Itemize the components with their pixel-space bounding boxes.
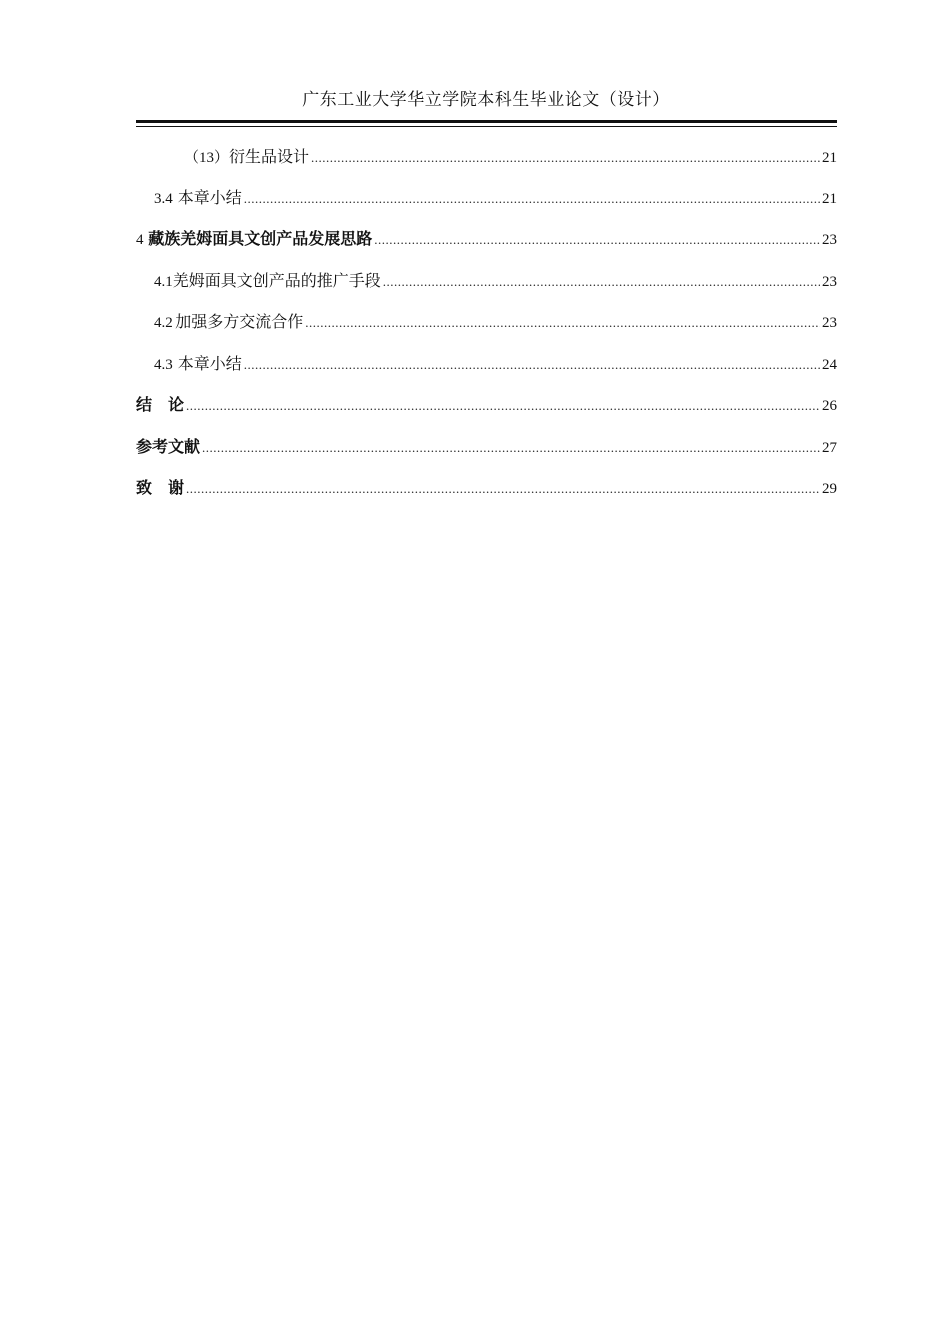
- toc-dot-leader: [186, 476, 820, 502]
- toc-entry[interactable]: [136, 351, 837, 377]
- toc-dot-leader: [305, 310, 820, 336]
- toc-entry-title: 结 论: [136, 395, 185, 414]
- toc-dot-leader: [383, 269, 820, 295]
- toc-entry-title: 衍生品设计: [229, 147, 310, 166]
- toc-entry-page: 29: [822, 481, 837, 497]
- toc-entry-page: 27: [822, 440, 837, 456]
- toc-entry[interactable]: [136, 268, 837, 294]
- toc-dot-leader: [244, 186, 820, 212]
- toc-entry-title: 羌姆面具文创产品的推广手段: [172, 271, 381, 290]
- toc-entry[interactable]: [136, 475, 837, 501]
- toc-entry-page: 24: [822, 357, 837, 373]
- toc-entry-number: 4.2: [154, 315, 173, 331]
- toc-dot-leader: [244, 352, 820, 378]
- toc-entry[interactable]: [136, 309, 837, 335]
- running-header-title: 广东工业大学华立学院本科生毕业论文（设计）: [302, 90, 670, 110]
- toc-dot-leader: [202, 435, 820, 461]
- toc-dot-leader: [186, 393, 820, 419]
- toc-entry-title: 参考文献: [136, 437, 201, 456]
- toc-entry-number: 4.3: [154, 357, 173, 373]
- header-rule-thin: [136, 126, 837, 127]
- toc-dot-leader: [374, 227, 820, 253]
- toc-entry-page: 23: [822, 232, 837, 248]
- toc-entry[interactable]: [136, 434, 837, 460]
- toc-entry[interactable]: [136, 226, 837, 252]
- toc-entry-page: 23: [822, 274, 837, 290]
- toc-entry-number: 4.1: [154, 274, 173, 290]
- toc-entry-number: 4: [136, 232, 144, 248]
- toc-entry-page: 21: [822, 191, 837, 207]
- toc-entry-title: 致 谢: [136, 478, 185, 497]
- toc-entry-page: 21: [822, 150, 837, 166]
- toc-entry[interactable]: [136, 144, 837, 170]
- toc-entry-title: 藏族羌姆面具文创产品发展思路: [148, 229, 373, 248]
- toc-entry-title: 加强多方交流合作: [175, 312, 304, 331]
- toc-entry-title: 本章小结: [177, 188, 242, 207]
- header-rule-thick: [136, 120, 837, 123]
- toc-entry-number: 3.4: [154, 191, 173, 207]
- toc-entry-number: （13）: [184, 150, 230, 166]
- toc-dot-leader: [311, 145, 820, 171]
- toc-entry-title: 本章小结: [177, 354, 242, 373]
- toc-entry[interactable]: [136, 185, 837, 211]
- toc-entry-page: 26: [822, 398, 837, 414]
- toc-entry[interactable]: [136, 392, 837, 418]
- toc-entry-page: 23: [822, 315, 837, 331]
